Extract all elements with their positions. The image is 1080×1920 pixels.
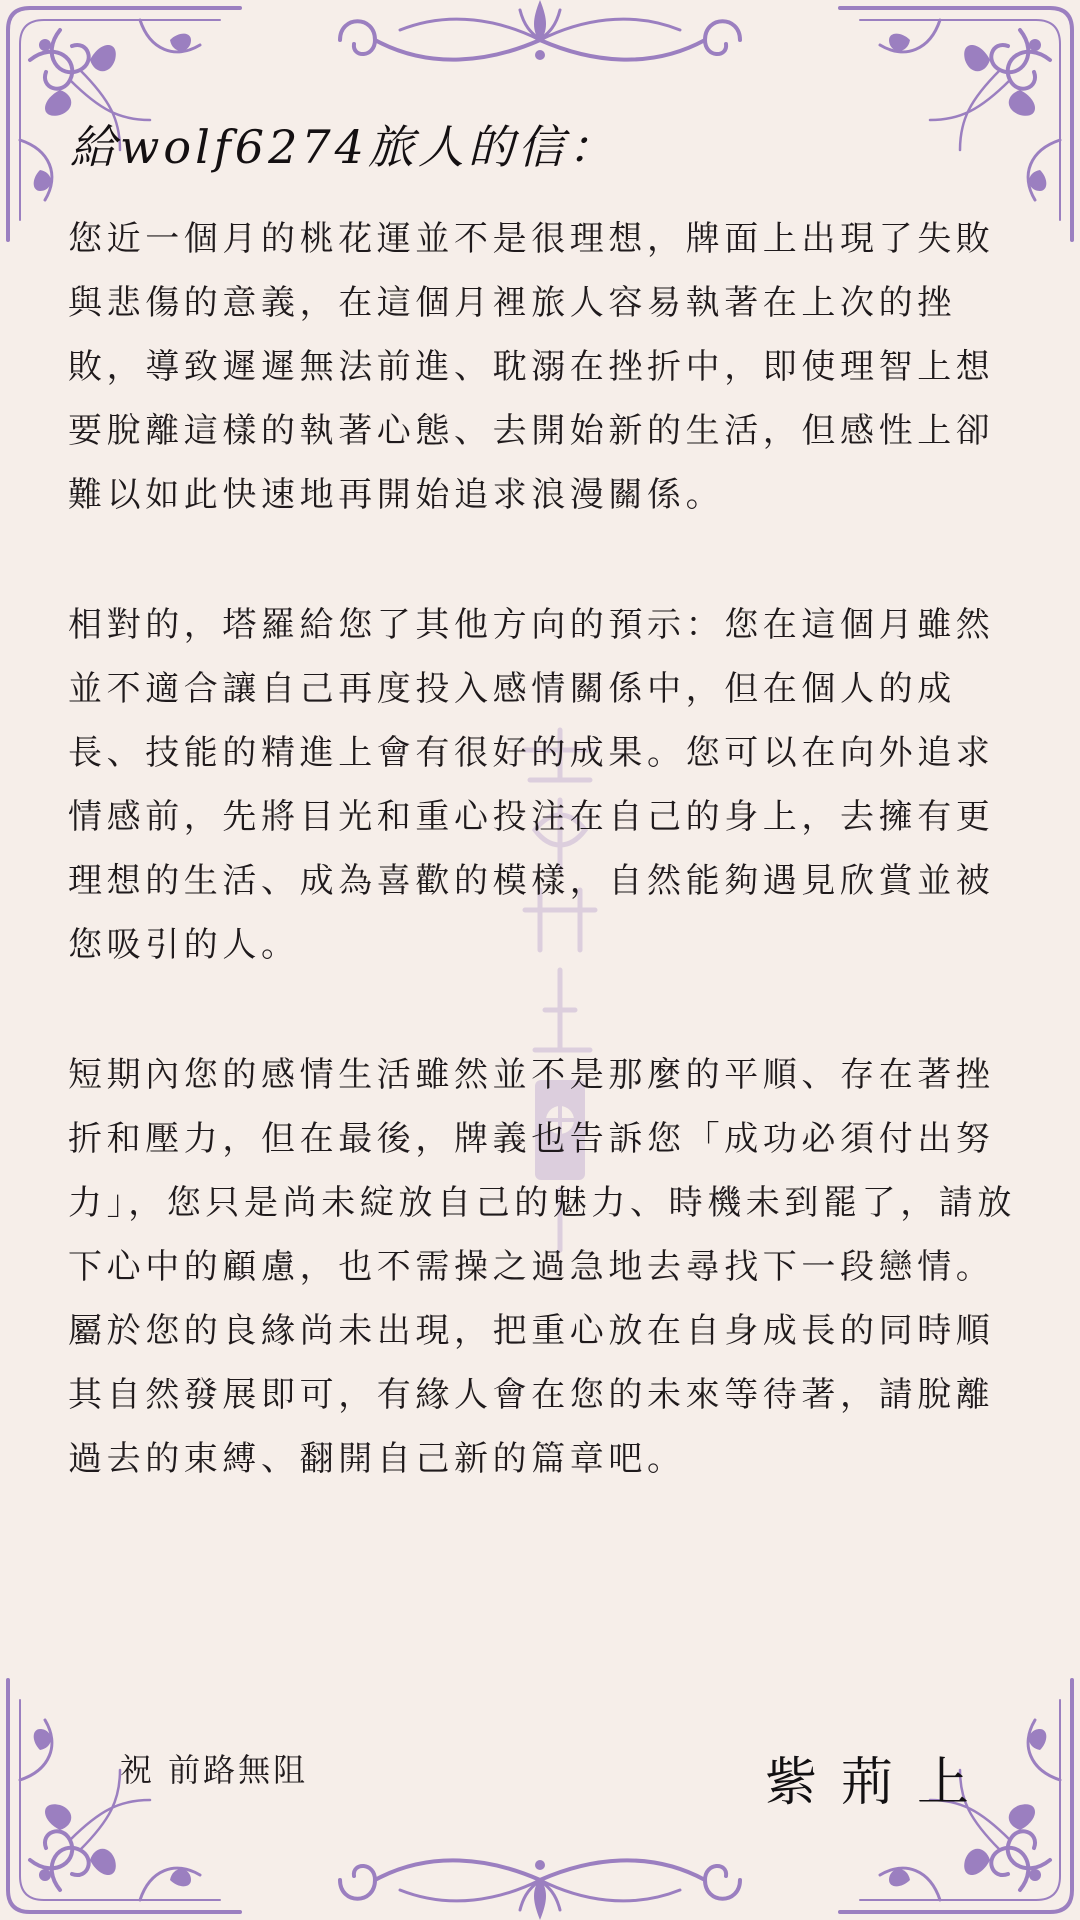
letter-body [68, 207, 1018, 1491]
signature: 紫荊上 [765, 1753, 994, 1813]
letter-paragraph: 相對的，塔羅給您了其他方向的預示：您在這個月雖然並不適合讓自己再度投入感情關係中，但在個人的成長、技能的精進上會有很好的成果。您可以在向外追求情感前，先將目光和重心投注在自己的身上，去擁有更理想的生活、成為喜歡的模樣，自然能夠遇見欣賞並被您吸引的人。 [68, 605, 995, 965]
letter-paragraph: 您近一個月的桃花運並不是很理想，牌面上出現了失敗與悲傷的意義，在這個月裡旅人容易執著在上次的挫敗，導致遲遲無法前進、耽溺在挫折中，即使理智上想要脫離這樣的執著心態、去開始新的生活，但感性上卻難以如此快速地再開始追求浪漫關係。 [68, 219, 995, 515]
closing-blessing: 祝 前路無阻 [120, 1751, 309, 1789]
paragraph-gap [68, 527, 1018, 593]
paragraph-gap [68, 977, 1018, 1043]
ornament-corner-icon [0, 1670, 250, 1920]
letter-title: 給wolf6274旅人的信： [70, 120, 618, 174]
letter-paragraph: 屬於您的良緣尚未出現，把重心放在自身成長的同時順其自然發展即可，有緣人會在您的未來等待著，請脫離過去的束縛、翻開自己新的篇章吧。 [68, 1311, 995, 1479]
letter-paragraph: 短期內您的感情生活雖然並不是那麼的平順、存在著挫折和壓力，但在最後，牌義也告訴您「成功必須付出努力」，您只是尚未綻放自己的魅力、時機未到罷了，請放下心中的顧慮，也不需操之過急地去尋找下一段戀情。 [68, 1055, 1016, 1287]
ornament-flourish-icon [320, 0, 760, 90]
ornament-flourish-icon [320, 1830, 760, 1920]
